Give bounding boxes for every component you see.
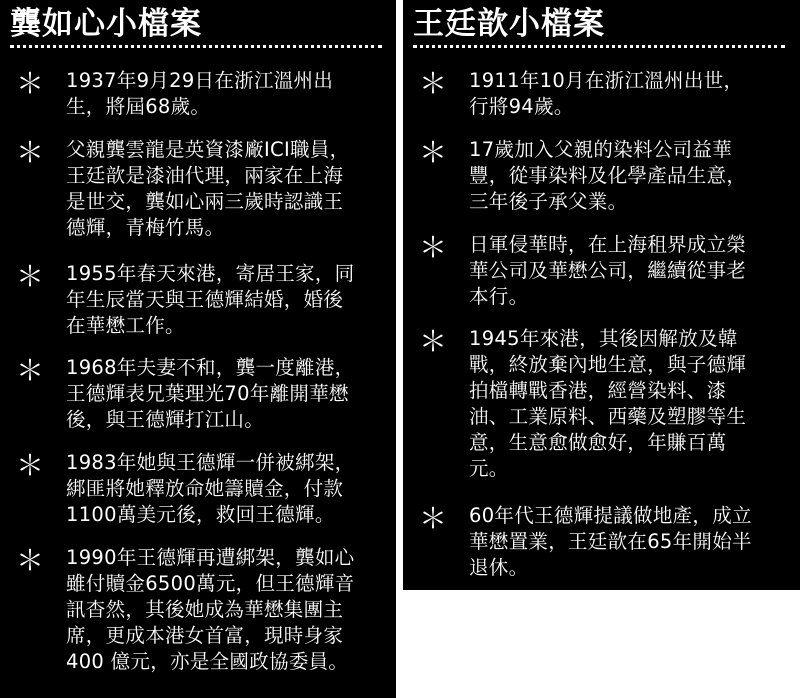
entry-line: 元。 [469,457,509,480]
entry-line: 1990年王德輝再遭綁架，龔如心 [66,546,355,569]
entry-line: 父親龔雲龍是英資漆廠ICI職員， [66,138,350,161]
entry-line: 戰，終放棄內地生意，與子德輝 [469,353,747,376]
entry-line: 400 億元，亦是全國政協委員。 [66,650,349,673]
asterisk-bullet-icon: ＊ [419,502,448,535]
entry-line: 1945年來港，其後因解放及韓 [469,327,738,350]
asterisk-bullet-icon: ＊ [419,136,448,169]
asterisk-bullet-icon: ＊ [16,544,45,577]
asterisk-bullet-icon: ＊ [16,354,45,387]
entry-line: 1100萬美元後，救回王德輝。 [66,503,335,526]
entry-text [469,68,743,120]
entry-line: 在華懋工作。 [66,314,185,337]
entry-text [469,137,746,215]
entry-line: 席，更成本港女首富，現時身家 [66,624,344,647]
right-title-divider [413,45,785,48]
entry-line: 日軍侵華時，在上海租界成立榮 [469,233,747,256]
entry-text [469,326,746,482]
entry-text [66,450,354,528]
entry-line: 德輝，青梅竹馬。 [66,216,225,239]
asterisk-bullet-icon: ＊ [16,136,45,169]
asterisk-bullet-icon: ＊ [419,67,448,100]
entry-line: 訊杳然，其後她成為華懋集團主 [66,598,344,621]
left-title-divider [10,45,382,48]
entry-line: 王廷歆是漆油代理，兩家在上海 [66,164,344,187]
entry-line: 意，生意愈做愈好，年賺百萬 [469,431,727,454]
entry-line: 後，與王德輝打江山。 [66,408,265,431]
entry-line: 是世交，龔如心兩三歲時認識王 [66,190,344,213]
asterisk-bullet-icon: ＊ [419,325,448,358]
entry-text [66,545,354,675]
entry-text [469,503,752,581]
left-panel-title: 龔如心小檔案 [10,6,202,42]
entry-line: 60年代王德輝提議做地產，成立 [469,504,752,527]
entry-line: 17歲加入父親的染料公司益華 [469,138,733,161]
entry-line: 1937年9月29日在浙江溫州出 [66,69,334,92]
entry-line: 拍檔轉戰香港，經營染料、漆 [469,379,727,402]
asterisk-bullet-icon: ＊ [419,231,448,264]
entry-line: 1968年夫妻不和，龔一度離港， [66,356,355,379]
entry-line: 王德輝表兄葉理光70年離開華懋 [66,382,349,405]
entry-line: 綁匪將她釋放命她籌贖金，付款 [66,477,344,500]
entry-line: 行將94歲。 [469,95,574,118]
entry-line: 1983年她與王德輝一併被綁架， [66,451,355,474]
entry-text [66,137,349,241]
entry-text [66,68,333,120]
entry-text [66,261,354,339]
entry-line: 華公司及華懋公司，繼續從事老 [469,259,747,282]
entry-line: 三年後子承父業。 [469,190,628,213]
left-profile-panel [0,0,396,698]
entry-text [66,355,354,433]
entry-line: 華懋置業，王廷歆在65年開始半 [469,530,752,553]
entry-line: 1955年春天來港，寄居王家，同 [66,262,355,285]
entry-line: 年生辰當天與王德輝結婚，婚後 [66,288,344,311]
entry-text [469,232,746,310]
entry-line: 本行。 [469,285,529,308]
asterisk-bullet-icon: ＊ [16,67,45,100]
entry-line: 豐，從事染料及化學產品生意， [469,164,747,187]
right-profile-panel [403,0,800,590]
entry-line: 生，將屆68歲。 [66,95,211,118]
entry-line: 油、工業原料、西藥及塑膠等生 [469,405,747,428]
asterisk-bullet-icon: ＊ [16,449,45,482]
entry-line: 1911年10月在浙江溫州出世， [469,69,744,92]
asterisk-bullet-icon: ＊ [16,260,45,293]
entry-line: 雖付贖金6500萬元，但王德輝音 [66,572,355,595]
right-panel-title: 王廷歆小檔案 [413,6,605,42]
entry-line: 退休。 [469,556,529,579]
